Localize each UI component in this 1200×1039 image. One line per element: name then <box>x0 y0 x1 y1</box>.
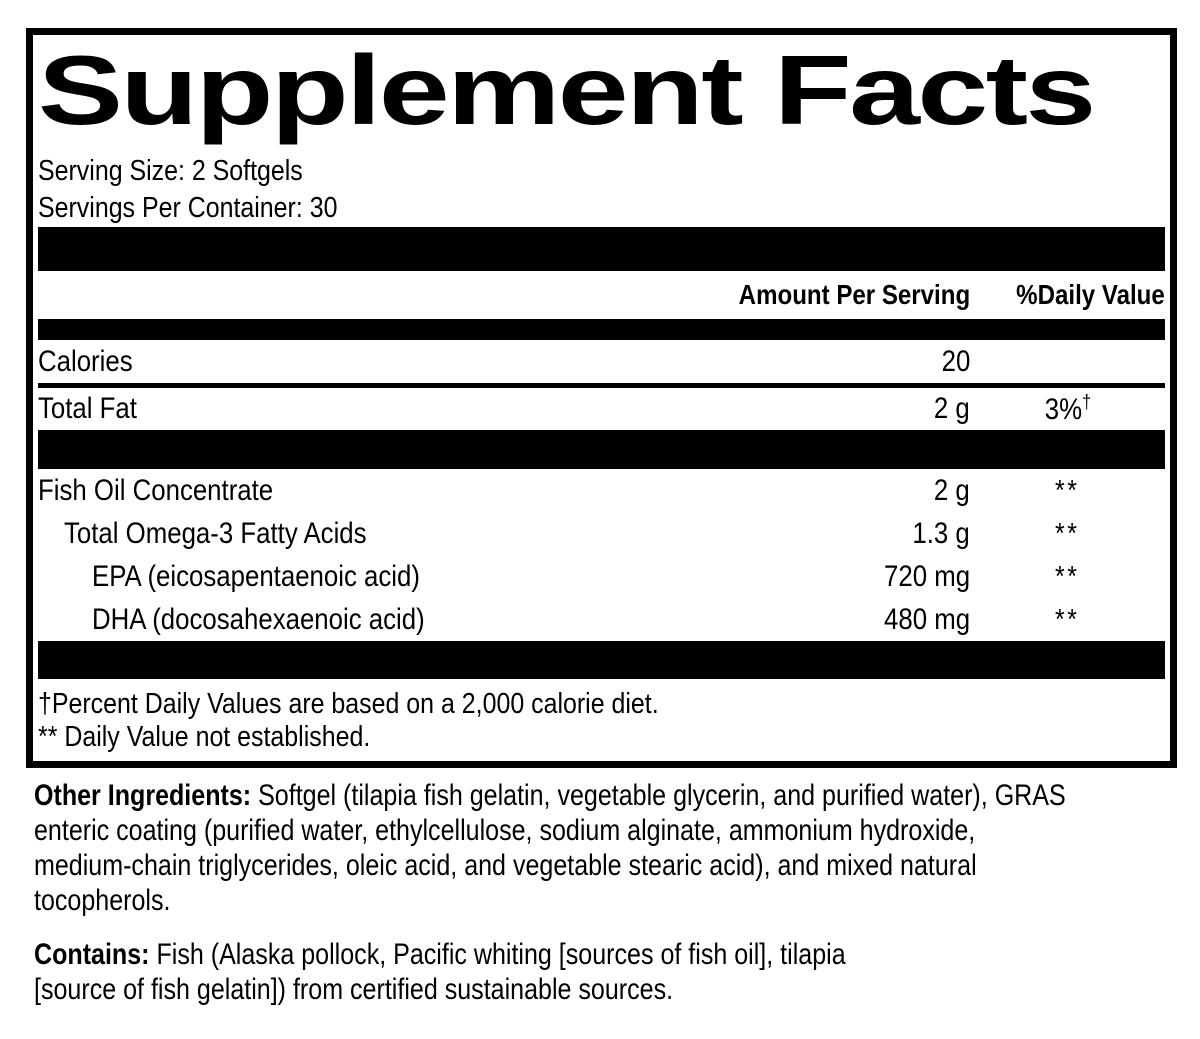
servings-per-container: Servings Per Container: 30 <box>38 192 338 224</box>
nutrient-amount: 20 <box>941 344 970 378</box>
nutrient-name: Total Fat <box>38 392 137 425</box>
contains-line: [source of fish gelatin]) from certified sustainable sources. <box>34 973 674 1006</box>
nutrient-daily-value <box>970 345 1165 379</box>
nutrient-row-fish-oil-concentrate <box>38 469 1165 512</box>
nutrient-row-total-omega-3 <box>38 512 1165 555</box>
other-ingredients-line: Other Ingredients: Softgel (tilapia fish gelatin, vegetable glycerin, and purified water), GRAS <box>34 779 1066 812</box>
nutrient-amount: 1.3 g <box>912 516 970 550</box>
nutrient-name: DHA (docosahexaenoic acid) <box>92 602 425 636</box>
separator-bar-top <box>38 227 1165 271</box>
nutrient-name: Total Omega-3 Fatty Acids <box>64 516 367 550</box>
panel-title <box>38 35 1165 145</box>
dagger-footnote-marker: † <box>1081 391 1091 413</box>
other-ingredients-line: medium-chain triglycerides, oleic acid, and vegetable stearic acid), and mixed natural <box>34 849 977 882</box>
nutrient-name: EPA (eicosapentaenoic acid) <box>92 559 420 593</box>
nutrient-row-epa <box>38 555 1165 598</box>
separator-bar-bottom <box>38 641 1165 679</box>
nutrient-daily-value: ** <box>1055 517 1080 550</box>
nutrient-row-dha <box>38 598 1165 641</box>
contains-line: Contains: Fish (Alaska pollock, Pacific whiting [sources of fish oil], tilapia <box>34 938 846 971</box>
other-ingredients-paragraph <box>34 778 1190 918</box>
other-ingredients-line: tocopherols. <box>34 884 171 917</box>
supplement-facts-panel <box>26 28 1177 768</box>
nutrient-daily-value: 3%† <box>1044 391 1091 426</box>
nutrient-row-calories <box>38 340 1165 383</box>
separator-bar-mid <box>38 430 1165 469</box>
ingredient-statements <box>34 778 1190 1007</box>
other-ingredients-label: Other Ingredients: <box>34 779 252 812</box>
other-ingredients-line: enteric coating (purified water, ethylcellulose, sodium alginate, ammonium hydroxide, <box>34 814 976 847</box>
amount-per-serving-header: Amount Per Serving <box>738 279 970 310</box>
separator-bar-thin <box>38 319 1165 340</box>
nutrient-amount: 2 g <box>934 473 970 507</box>
nutrient-row-total-fat <box>38 388 1165 430</box>
footnote-daily-values: †Percent Daily Values are based on a 2,000 calorie diet. <box>38 688 659 720</box>
nutrient-amount: 720 mg <box>883 559 970 593</box>
contains-label: Contains: <box>34 938 150 971</box>
contains-paragraph <box>34 937 1190 1007</box>
column-header-row <box>38 271 1165 319</box>
nutrient-amount: 2 g <box>934 392 970 425</box>
nutrient-daily-value: ** <box>1055 474 1080 507</box>
serving-info <box>38 153 1165 227</box>
nutrient-name: Calories <box>38 344 133 378</box>
nutrient-name: Fish Oil Concentrate <box>38 473 274 507</box>
nutrient-daily-value: ** <box>1055 603 1080 636</box>
serving-size: Serving Size: 2 Softgels <box>38 155 303 187</box>
nutrient-daily-value: ** <box>1055 560 1080 593</box>
footnote-dv-not-established: ** Daily Value not established. <box>38 721 371 753</box>
footnotes <box>38 679 1165 754</box>
nutrient-amount: 480 mg <box>883 602 970 636</box>
daily-value-header: %Daily Value <box>1016 279 1165 310</box>
panel-title-text: Supplement Facts <box>38 35 1094 145</box>
